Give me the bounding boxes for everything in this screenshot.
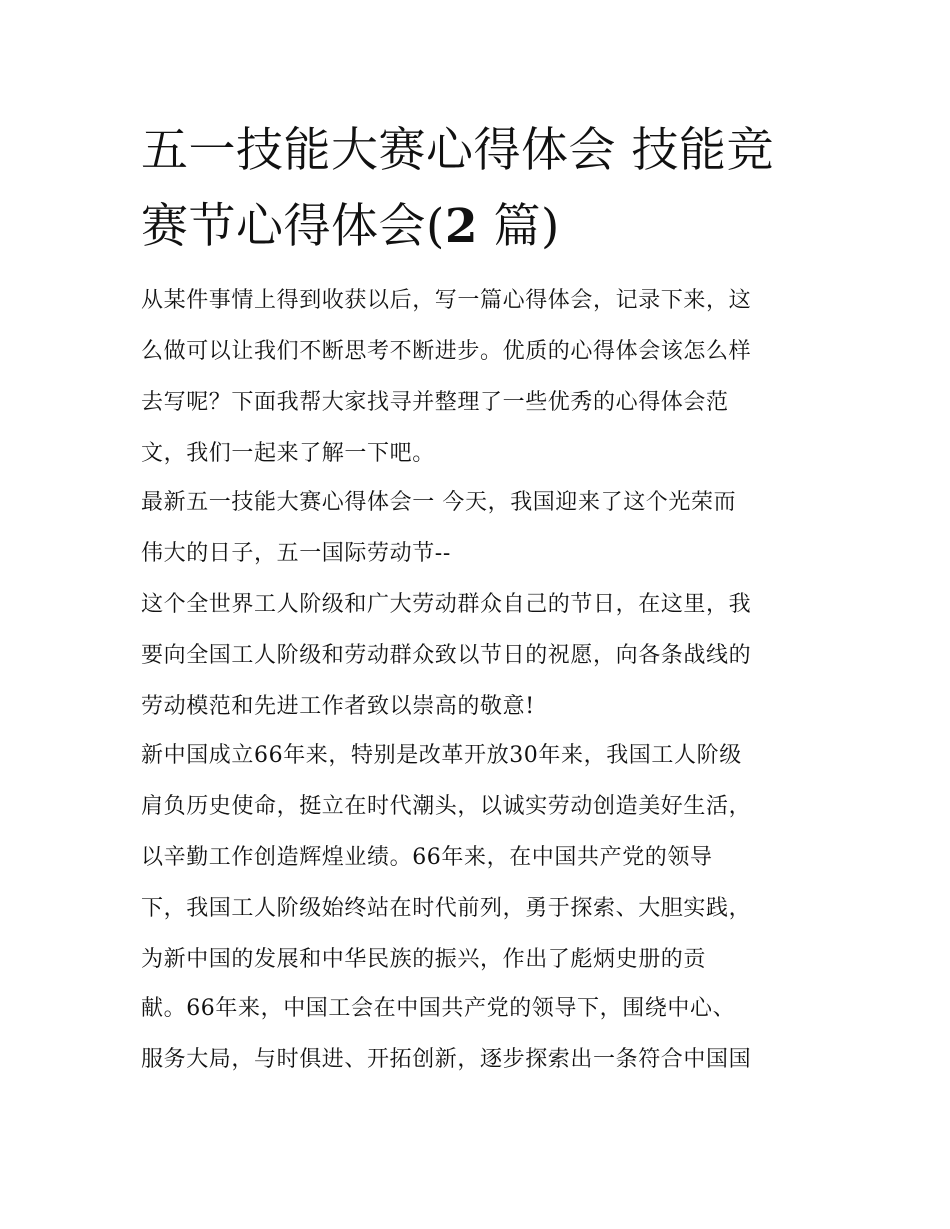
document-title bbox=[141, 113, 821, 265]
title-line-2-number: 2 bbox=[444, 199, 479, 254]
body-line-9: 劳动模范和先进工作者致以崇高的敬意! bbox=[141, 694, 535, 719]
title-line-2-suffix: 篇) bbox=[478, 199, 560, 254]
title-line-1: 五一技能大赛心得体会 技能竞 bbox=[141, 123, 774, 178]
body-line-4: 文，我们一起来了解一下吧。 bbox=[141, 441, 435, 466]
body-line-8: 要向全国工人阶级和劳动群众致以节日的祝愿，向各条战线的 bbox=[141, 643, 752, 668]
body-line-13: 下，我国工人阶级始终站在时代前列，勇于探索、大胆实践， bbox=[141, 896, 752, 921]
body-line-1: 从某件事情上得到收获以后，写一篇心得体会，记录下来，这 bbox=[141, 288, 752, 313]
body-line-11: 肩负历史使命，挺立在时代潮头，以诚实劳动创造美好生活， bbox=[141, 794, 752, 819]
body-line-5: 最新五一技能大赛心得体会一 今天，我国迎来了这个光荣而 bbox=[141, 490, 737, 515]
title-line-2-prefix: 赛节心得体会( bbox=[141, 199, 445, 254]
body-line-12: 以辛勤工作创造辉煌业绩。66年来，在中国共产党的领导 bbox=[141, 845, 713, 870]
body-line-15: 献。66年来，中国工会在中国共产党的领导下，围绕中心、 bbox=[141, 996, 736, 1021]
body-line-2: 么做可以让我们不断思考不断进步。优质的心得体会该怎么样 bbox=[141, 339, 752, 364]
body-line-6: 伟大的日子，五一国际劳动节-- bbox=[141, 541, 451, 566]
body-line-7: 这个全世界工人阶级和广大劳动群众自己的节日，在这里，我 bbox=[141, 592, 752, 617]
body-line-16: 服务大局，与时俱进、开拓创新，逐步探索出一条符合中国国 bbox=[141, 1047, 752, 1072]
body-line-14: 为新中国的发展和中华民族的振兴，作出了彪炳史册的贡 bbox=[141, 947, 707, 972]
body-line-3: 去写呢？下面我帮大家找寻并整理了一些优秀的心得体会范 bbox=[141, 390, 729, 415]
body-line-10: 新中国成立66年来，特别是改革开放30年来，我国工人阶级 bbox=[141, 743, 742, 768]
